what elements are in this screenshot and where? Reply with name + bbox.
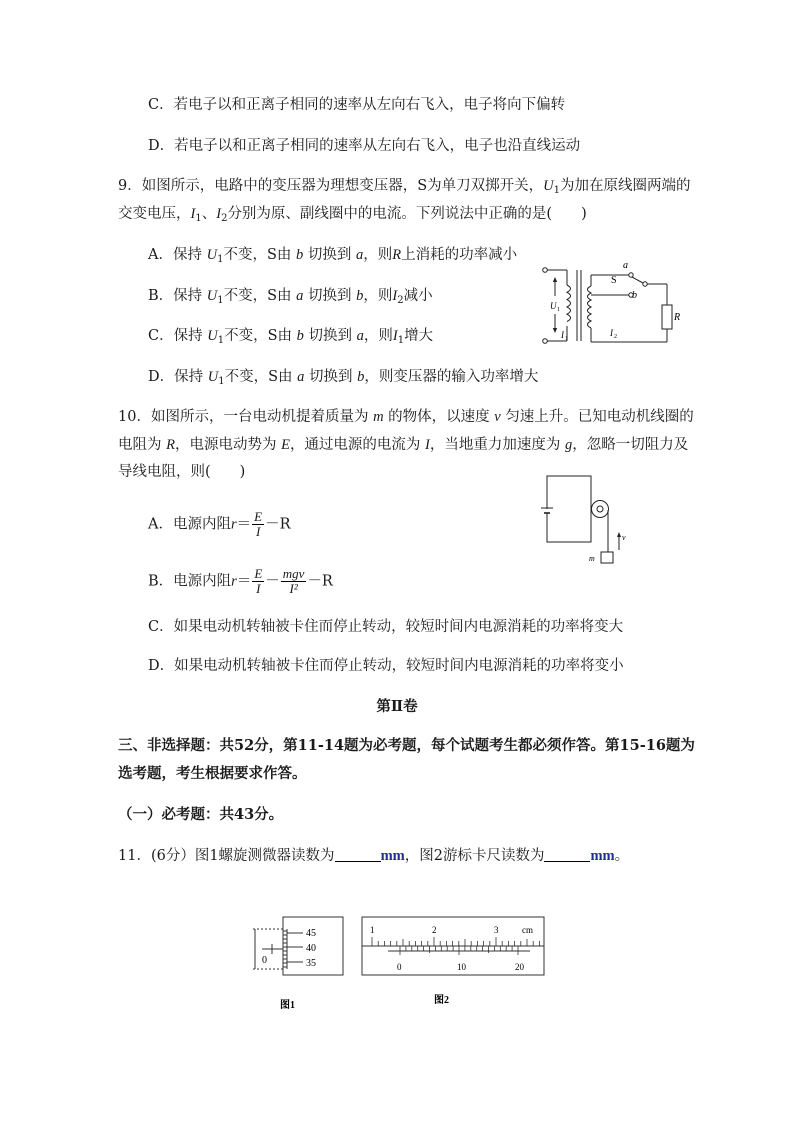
q9-option-c: C．保持 $U_1$不变，S由 b 切换到 a，则$I_1$增大 (148, 328, 434, 346)
svg-text:图1: 图1 (280, 1000, 295, 1010)
svg-text:a: a (623, 260, 628, 271)
svg-text:I: I (561, 330, 564, 340)
fraction-e-over-i: $\frac{E}{I}$ (254, 566, 263, 596)
q10-option-a: A．电源内阻r＝ $\frac{E}{I}$ －R (148, 509, 291, 539)
fraction-e-over-i: $\frac{E}{I}$ (254, 509, 263, 539)
svg-text:图2: 图2 (434, 995, 449, 1006)
q10-stem-line3: 导线电阻，则( ) (118, 464, 246, 480)
svg-text:R: R (674, 312, 681, 323)
q8-option-d: D．若电子以和正离子相同的速率从左向右飞入，电子也沿直线运动 (148, 138, 581, 154)
svg-text:20: 20 (515, 962, 524, 972)
q10-stem-line2: 电阻为 R，电源电动势为 E，通过电源的电流为 I，当地重力加速度为 g，忽略一切阻力及 (118, 437, 689, 453)
svg-text:v: v (622, 533, 626, 542)
svg-text:I: I (610, 328, 613, 338)
svg-text:U: U (550, 301, 557, 311)
subsection-required: （一）必考题：共43分。 (118, 806, 284, 823)
q8-option-c: C．若电子以和正离子相同的速率从左向右飞入，电子将向下偏转 (148, 97, 566, 113)
svg-text:b: b (632, 290, 637, 301)
vernier-caliper-figure (360, 915, 546, 1010)
svg-text:3: 3 (494, 925, 499, 935)
q9-stem-line2: 交变电压，$I_1$、$I_2$分别为原、副线圈中的电流。下列说法中正确的是( ) (118, 206, 587, 224)
svg-text:0: 0 (397, 962, 402, 972)
section3-line1: 三、非选择题：共52分，第11-14题为必考题，每个试题考生都必须作答。第15-16题为 (118, 737, 695, 754)
svg-text:10: 10 (457, 962, 466, 972)
q9-option-a: A．保持 $U_1$不变，S由 b 切换到 a，则R上消耗的功率减小 (148, 247, 518, 265)
svg-text:cm: cm (522, 925, 533, 935)
svg-text:1: 1 (557, 307, 560, 313)
transformer-circuit-figure (535, 258, 695, 350)
answer-blank-1[interactable] (335, 847, 381, 862)
q9-option-d: D．保持 $U_1$不变，S由 a 切换到 b，则变压器的输入功率增大 (148, 369, 539, 387)
micrometer-figure (252, 915, 348, 1010)
svg-text:m: m (589, 554, 595, 563)
svg-text:0: 0 (262, 955, 267, 966)
svg-text:2: 2 (614, 334, 617, 340)
svg-text:2: 2 (432, 925, 437, 935)
svg-text:S: S (611, 275, 617, 286)
q10-option-d: D．如果电动机转轴被卡住而停止转动，较短时间内电源消耗的功率将变小 (148, 658, 624, 674)
q10-option-c: C．如果电动机转轴被卡住而停止转动，较短时间内电源消耗的功率将变大 (148, 619, 624, 635)
part2-title: 第Ⅱ卷 (376, 698, 418, 715)
section3-line2: 选考题，考生根据要求作答。 (118, 765, 307, 782)
q9-option-b: B．保持 $U_1$不变，S由 a 切换到 b，则$I_2$减小 (148, 288, 433, 306)
fraction-mgv-over-i2: $\frac{\text{mgv}}{\text{I²}}$ (282, 566, 305, 596)
main-scale-ticks (372, 937, 539, 946)
answer-blank-2[interactable] (544, 847, 590, 862)
svg-text:45: 45 (306, 928, 316, 939)
q10-stem-line1: 10．如图所示，一台电动机提着质量为 m 的物体，以速度 v 匀速上升。已知电动机线圈的 (118, 409, 694, 425)
svg-text:1: 1 (370, 925, 375, 935)
vernier-scale-ticks (400, 946, 518, 955)
q9-stem-line1: 9．如图所示，电路中的变压器为理想变压器，S为单刀双掷开关，$U_1$为加在原线圈两端的 (118, 178, 691, 196)
svg-text:40: 40 (306, 943, 316, 954)
svg-text:1: 1 (565, 336, 568, 342)
q11-stem: 11．(6分）图1螺旋测微器读数为 mm，图2游标卡尺读数为 mm。 (118, 848, 630, 864)
svg-text:35: 35 (306, 958, 316, 969)
q10-option-b: B．电源内阻r＝ $\frac{E}{I}$ － $\frac{\text{mgv}}{\text{I²}}$ －R (148, 566, 333, 596)
motor-circuit-figure (540, 470, 640, 570)
